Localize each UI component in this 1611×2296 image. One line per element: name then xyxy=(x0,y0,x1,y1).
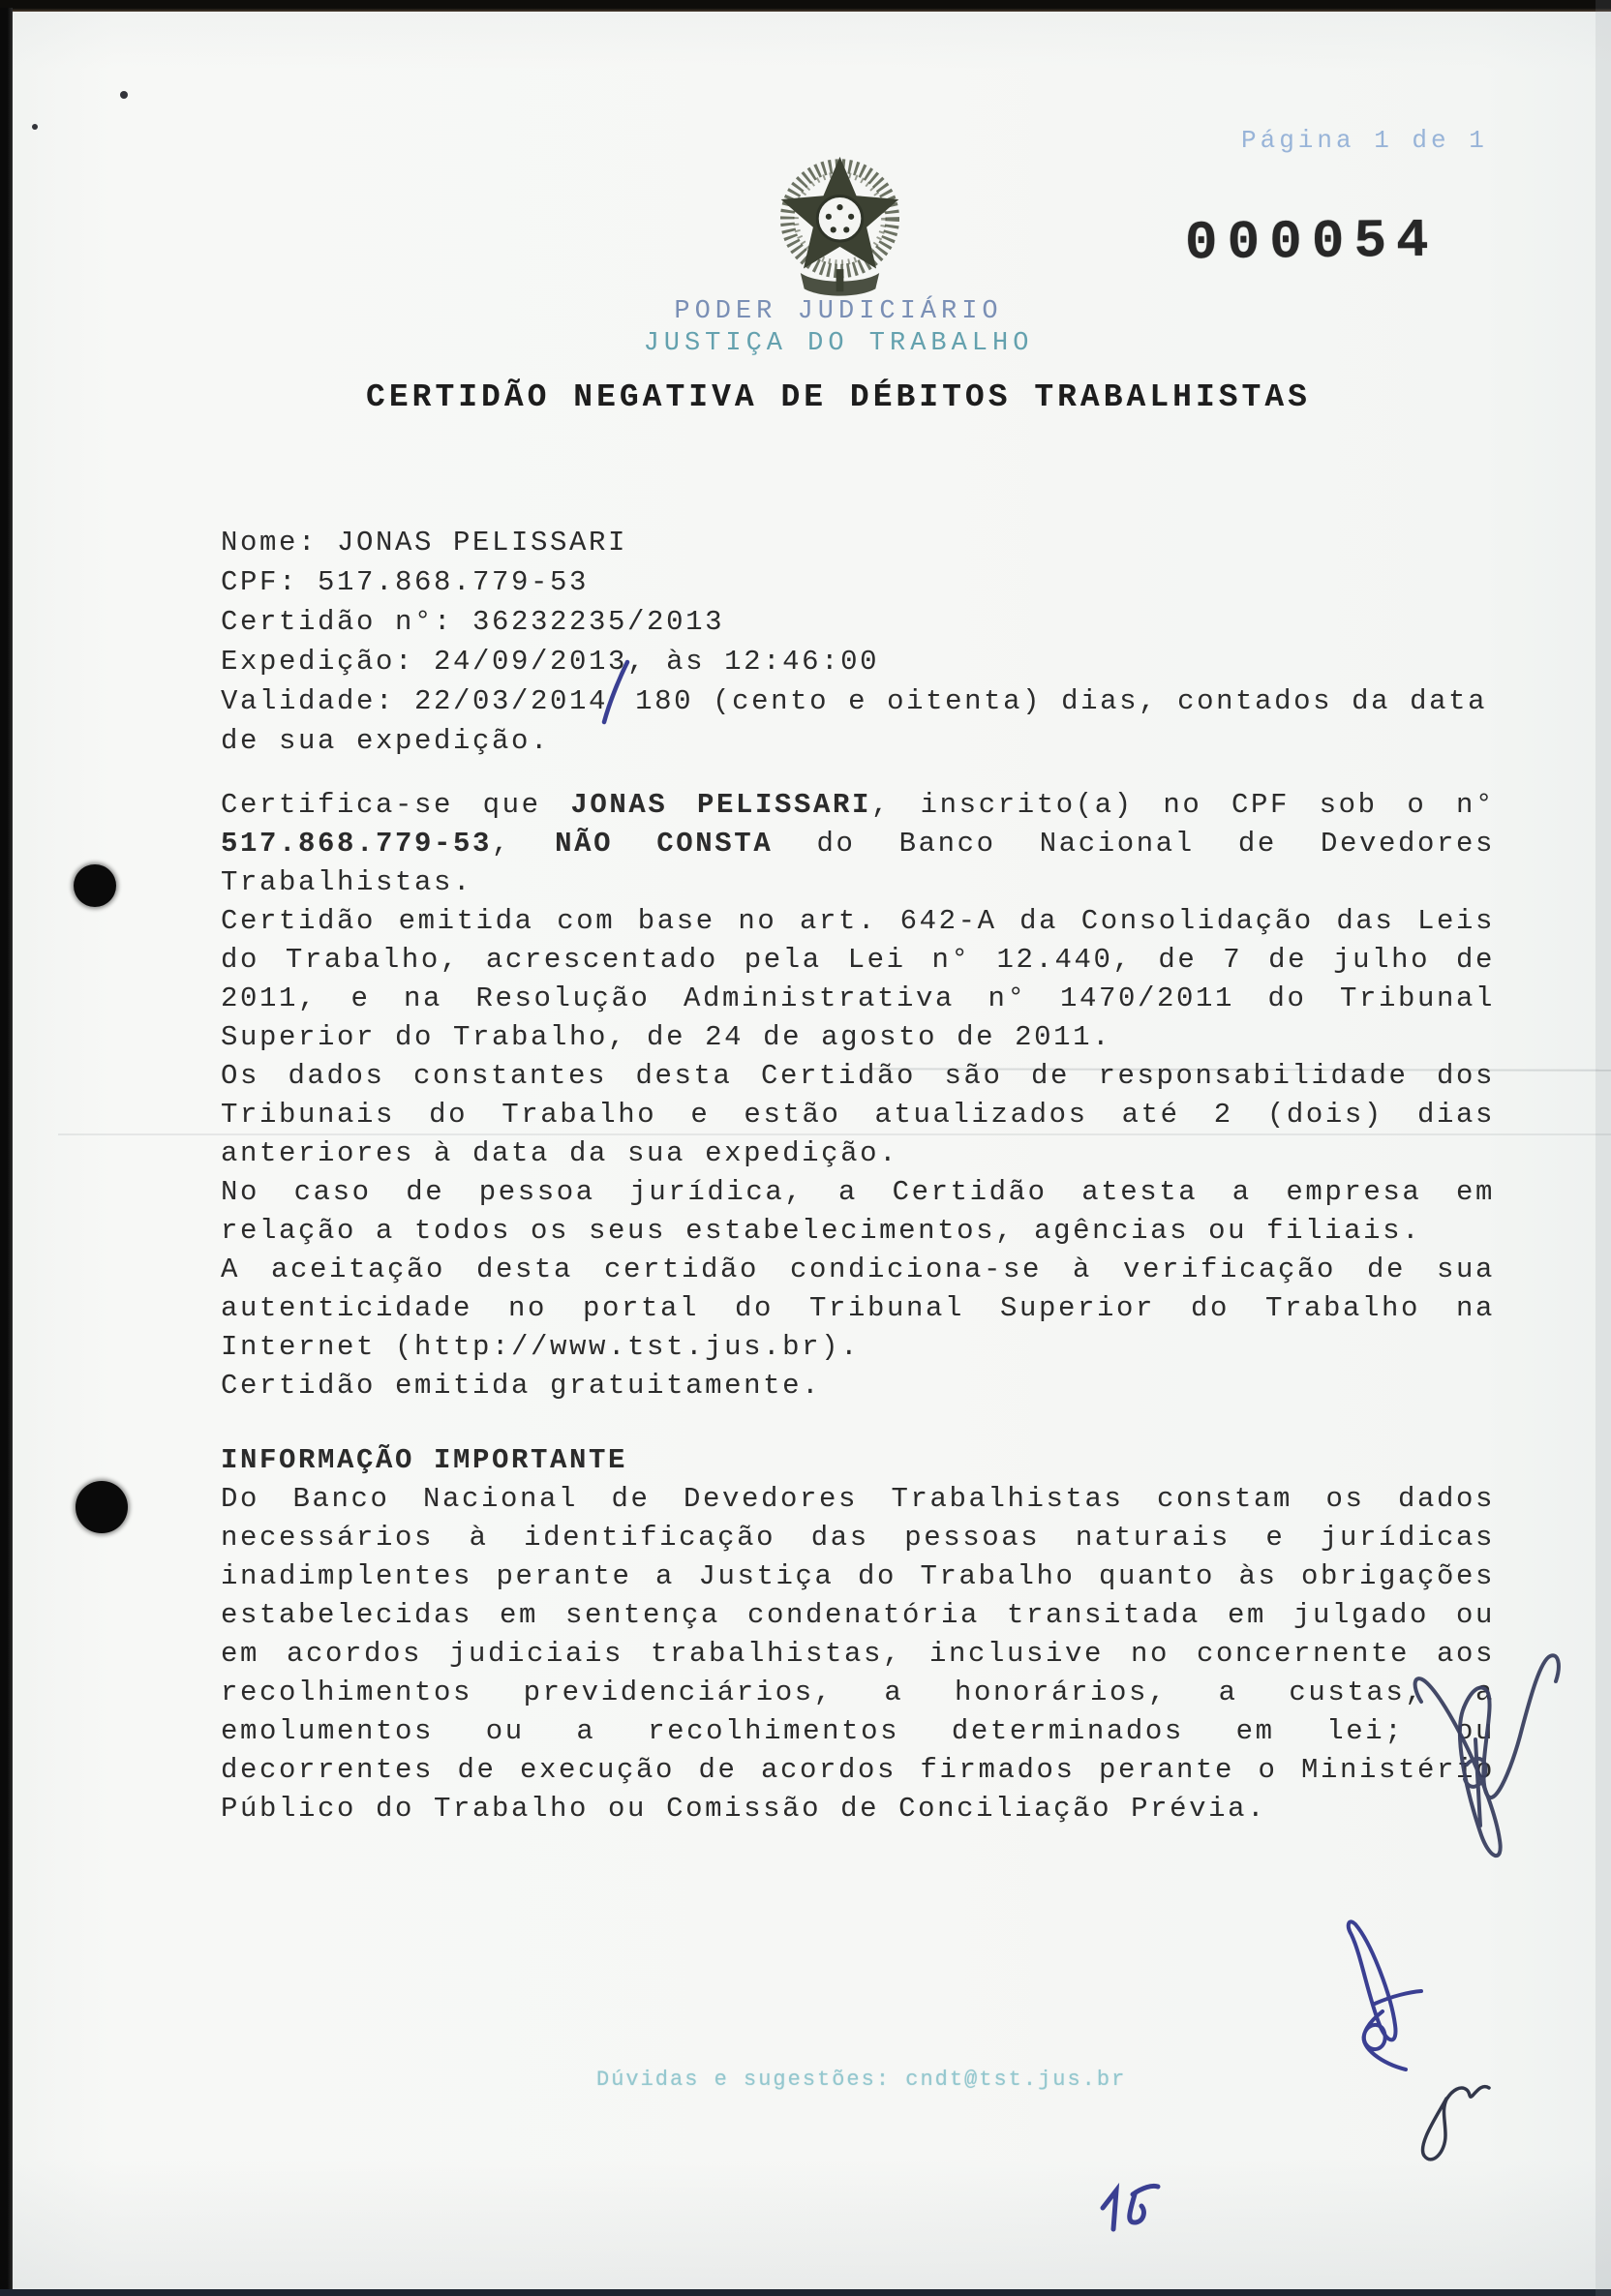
info-certidao-numero: Certidão n°: 36232235/2013 xyxy=(221,606,725,638)
scan-edge-left xyxy=(0,8,13,2290)
scan-edge-bottom xyxy=(0,2289,1611,2296)
pen-mark-initials xyxy=(1422,2087,1489,2160)
body-paragraph-pessoa-juridica: No caso de pessoa jurídica, a Certidão atesta a empresa em relação a todos os seus estabelecimentos, agências ou filiais. xyxy=(221,1176,1495,1247)
header-org-block xyxy=(548,296,1129,360)
scan-speck xyxy=(120,91,128,99)
page-number-label: Página 1 de 1 xyxy=(1241,126,1488,155)
info-validade-continuation: de sua expedição. xyxy=(221,725,551,757)
body-paragraph-certifica: Certifica-se que JONAS PELISSARI, inscrito(a) no CPF sob o n° 517.868.779-53, NÃO CONSTA do Banco Nacional de Devedores Trabalhistas. xyxy=(221,789,1495,898)
info-validade: Validade: 22/03/2014 180 (cento e oitenta) dias, contados da data xyxy=(221,685,1488,717)
document-title: CERTIDÃO NEGATIVA DE DÉBITOS TRABALHISTAS xyxy=(366,379,1311,415)
scan-speck xyxy=(32,124,38,130)
pen-mark-loop xyxy=(1349,1921,1421,2069)
certificate-body xyxy=(221,786,1495,1405)
important-info-section xyxy=(221,1441,1495,1828)
info-expedicao: Expedição: 24/09/2013, às 12:46:00 xyxy=(221,646,880,678)
info-cpf: CPF: 517.868.779-53 xyxy=(221,566,590,598)
handwritten-number-15 xyxy=(1103,2186,1158,2229)
scan-edge-top xyxy=(0,0,1611,12)
brazil-coat-of-arms-emblem xyxy=(765,151,915,301)
stamp-number: 000054 xyxy=(1184,209,1439,275)
body-paragraph-gratuita: Certidão emitida gratuitamente. xyxy=(221,1370,822,1402)
important-paragraph: Do Banco Nacional de Devedores Trabalhistas constam os dados necessários à identificação das pessoas naturais e jurídicas inadimplentes perante a Justiça do Trabalho quanto às obrigações estabelecidas em sentença condenatória transitada em julgado ou em acordos judiciais trabalhistas, inclusive no concernente aos recolhimentos previdenciários, a honorários, a custas, a emolumentos ou a recolhimentos determinados em lei; ou decorrentes de execução de acordos firmados perante o Ministério Público do Trabalho ou Comissão de Conciliação Prévia. xyxy=(221,1483,1495,1825)
body-paragraph-aceitacao: A aceitação desta certidão condiciona-se à verificação de sua autenticidade no portal do Tribunal Superior do Trabalho na Internet (http://www.tst.jus.br). xyxy=(221,1254,1495,1363)
footer-contact: Dúvidas e sugestões: cndt@tst.jus.br xyxy=(596,2068,1127,2092)
body-paragraph-base-legal: Certidão emitida com base no art. 642-A da Consolidação das Leis do Trabalho, acrescentado pela Lei n° 12.440, de 7 de julho de 2011, e na Resolução Administrativa n° 1470/2011 do Tribunal Superior do Trabalho, de 24 de agosto de 2011. xyxy=(221,905,1495,1053)
body-paragraph-dados: Os dados constantes desta Certidão são de responsabilidade dos Tribunais do Trabalho e estão atualizados até 2 (dois) dias anteriores à data da sua expedição. xyxy=(221,1060,1495,1169)
hole-punch xyxy=(74,864,116,907)
info-nome: Nome: JONAS PELISSARI xyxy=(221,527,628,559)
hole-punch xyxy=(76,1481,128,1533)
org-line-1: PODER JUDICIÁRIO xyxy=(674,297,1003,326)
org-line-2: JUSTIÇA DO TRABALHO xyxy=(643,329,1034,358)
identification-block xyxy=(221,523,1495,761)
scan-edge-right-shadow xyxy=(1596,0,1611,2296)
important-heading: INFORMAÇÃO IMPORTANTE xyxy=(221,1444,628,1476)
